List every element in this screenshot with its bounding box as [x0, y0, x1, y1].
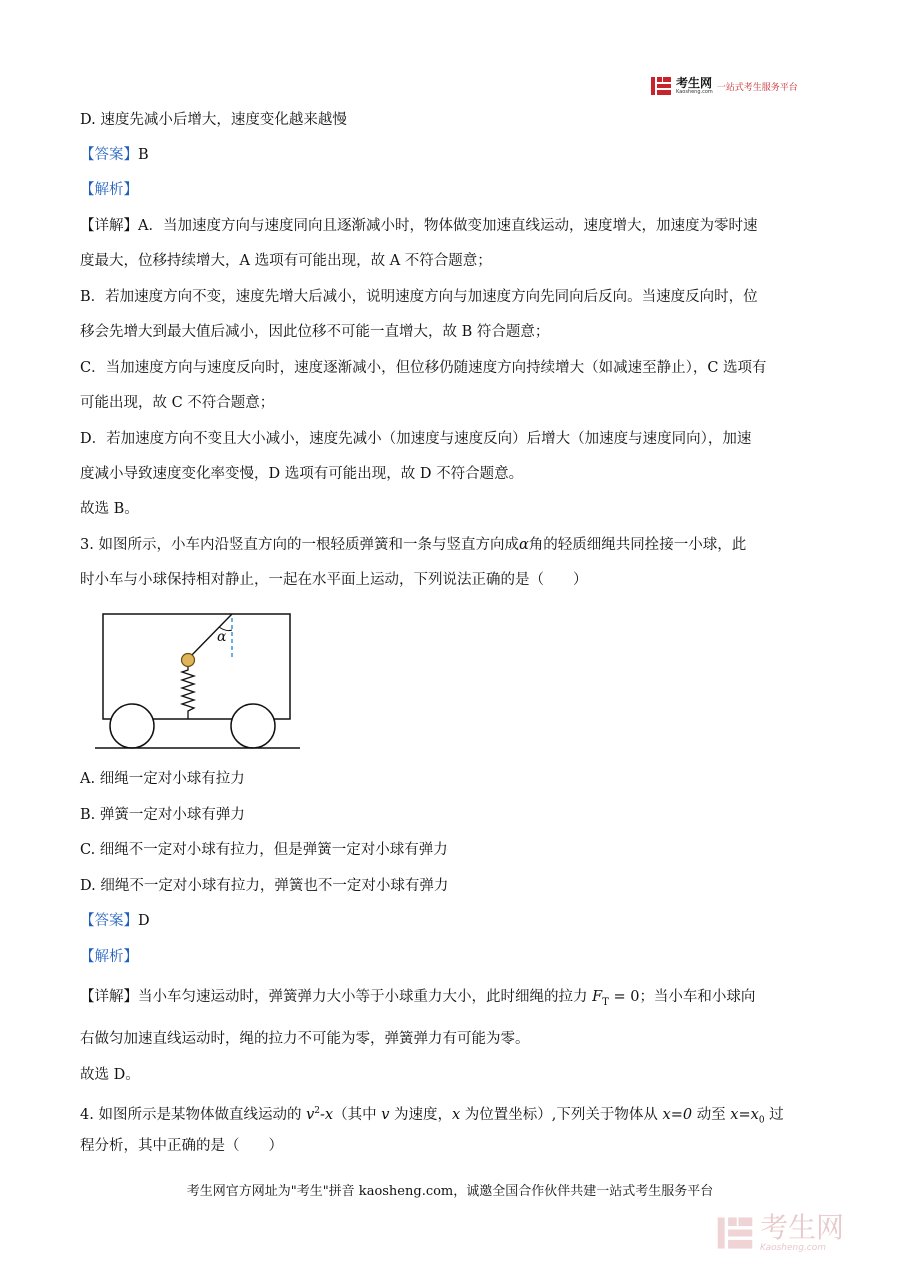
stem-text: 角的轻质细绳共同拴接一小球，此	[528, 537, 747, 553]
watermark-name: 考生网	[760, 1210, 845, 1244]
q3-detail-2: 右做匀加速直线运动时，绳的拉力不可能为零，弹簧弹力有可能为零。	[80, 1031, 530, 1047]
answer-value: B	[138, 147, 149, 163]
detail-text: ；当小车和小球向	[639, 989, 756, 1005]
kaosheng-logo-icon	[650, 75, 672, 97]
q3-analysis-tag: 【解析】	[80, 949, 138, 965]
header-logo	[650, 72, 798, 100]
var-v2: v	[381, 1106, 390, 1123]
watermark-domain: Kaosheng.com	[760, 1242, 827, 1253]
q2-option-d: D. 速度先减小后增大，速度变化越来越慢	[80, 112, 347, 128]
q2-analysis-tag: 【解析】	[80, 182, 138, 198]
q2-detail-6: 可能出现，故 C 不符合题意；	[80, 395, 275, 411]
q3-stem-2: 时小车与小球保持相对静止，一起在水平面上运动，下列说法正确的是（ ）	[80, 572, 588, 588]
logo-name: 考生网	[676, 76, 713, 90]
q3-conclusion: 故选 D。	[80, 1067, 140, 1083]
var-x0: x=0	[662, 1106, 693, 1123]
q3-answer	[80, 911, 825, 931]
ball	[182, 654, 195, 667]
q2-detail-5: C．当加速度方向与速度反向时，速度逐渐减小，但位移仍随速度方向持续增大（如减速至静止），C 选项有	[80, 360, 767, 376]
stem-text: 4. 如图所示是某物体做直线运动的	[80, 1106, 302, 1123]
q2-conclusion: 故选 B。	[80, 501, 139, 517]
q3-option-b: B. 弹簧一定对小球有弹力	[80, 807, 245, 823]
stem-text: （其中	[333, 1106, 377, 1123]
q3-detail-1	[80, 987, 825, 1013]
stem-text: 过	[769, 1106, 784, 1123]
q4-stem-1	[80, 1101, 825, 1131]
watermark-logo-icon	[716, 1214, 754, 1252]
q2-detail-3: B．若加速度方向不变，速度先增大后减小，说明速度方向与加速度方向先同向后反向。当速度反向时，位	[80, 289, 758, 305]
stem-text: 动至	[696, 1106, 726, 1123]
logo-domain: Kaosheng.com	[676, 89, 713, 95]
detail-tag: 【详解】	[80, 989, 138, 1005]
var-x-eq-x0: x=x	[730, 1106, 759, 1123]
q4-stem-2: 程分析，其中正确的是（ ）	[80, 1138, 283, 1154]
q3-option-c: C. 细绳不一定对小球有拉力，但是弹簧一定对小球有弹力	[80, 842, 448, 858]
var-v: v	[306, 1106, 315, 1123]
page-footer: 考生网官方网址为"考生"拼音 kaosheng.com，诚邀全国合作伙伴共建一站式考生服务平台	[186, 1184, 714, 1199]
q2-detail-7: D．若加速度方向不变且大小减小，速度先减小（加速度与速度反向）后增大（加速度与速度同向），加速	[80, 431, 752, 447]
q2-answer	[80, 145, 825, 165]
answer-tag: 【答案】	[80, 913, 138, 929]
answer-tag: 【答案】	[80, 147, 138, 163]
detail-text: 当小车匀速运动时，弹簧弹力大小等于小球重力大小，此时细绳的拉力	[138, 989, 588, 1005]
q3-option-a: A. 细绳一定对小球有拉力	[80, 771, 245, 787]
stem-text: 为速度，	[394, 1106, 452, 1123]
subscript-0: 0	[758, 1115, 765, 1126]
detail-tag: 【详解】	[80, 218, 138, 234]
formula-F: F	[592, 989, 603, 1005]
q2-detail-1	[80, 216, 825, 236]
q2-detail-8: 度减小导致速度变化率变慢，D 选项有可能出现，故 D 不符合题意。	[80, 466, 524, 482]
left-wheel	[110, 704, 154, 748]
formula-subscript: T	[602, 996, 609, 1008]
watermark	[716, 1208, 886, 1258]
stem-text: 3. 如图所示，小车内沿竖直方向的一根轻质弹簧和一条与竖直方向成	[80, 537, 519, 553]
logo-slogan: 一站式考生服务平台	[716, 82, 798, 93]
stem-text: 为位置坐标）,下列关于物体从	[464, 1106, 658, 1123]
detail-text: A．当加速度方向与速度同向且逐渐减小时，物体做变加速直线运动，速度增大，加速度为零时速	[138, 218, 758, 234]
watermark-text	[760, 1210, 845, 1253]
q2-detail-2: 度最大，位移持续增大，A 选项有可能出现，故 A 不符合题意；	[80, 253, 492, 269]
q2-detail-4: 移会先增大到最大值后减小，因此位移不可能一直增大，故 B 符合题意；	[80, 324, 550, 340]
var-x: x	[452, 1106, 461, 1123]
q3-stem-1	[80, 535, 825, 555]
answer-value: D	[138, 913, 150, 929]
alpha-symbol: α	[518, 537, 529, 553]
logo-text	[676, 77, 713, 95]
superscript-2: 2	[314, 1106, 320, 1116]
q3-option-d: D. 细绳不一定对小球有拉力，弹簧也不一定对小球有弹力	[80, 878, 449, 894]
cart-diagram	[90, 610, 305, 756]
diagram-alpha-label: α	[217, 629, 227, 645]
formula-rest: = 0	[613, 989, 640, 1005]
right-wheel	[231, 704, 275, 748]
cart-body	[103, 614, 290, 719]
var-dash-x: -x	[320, 1106, 334, 1123]
